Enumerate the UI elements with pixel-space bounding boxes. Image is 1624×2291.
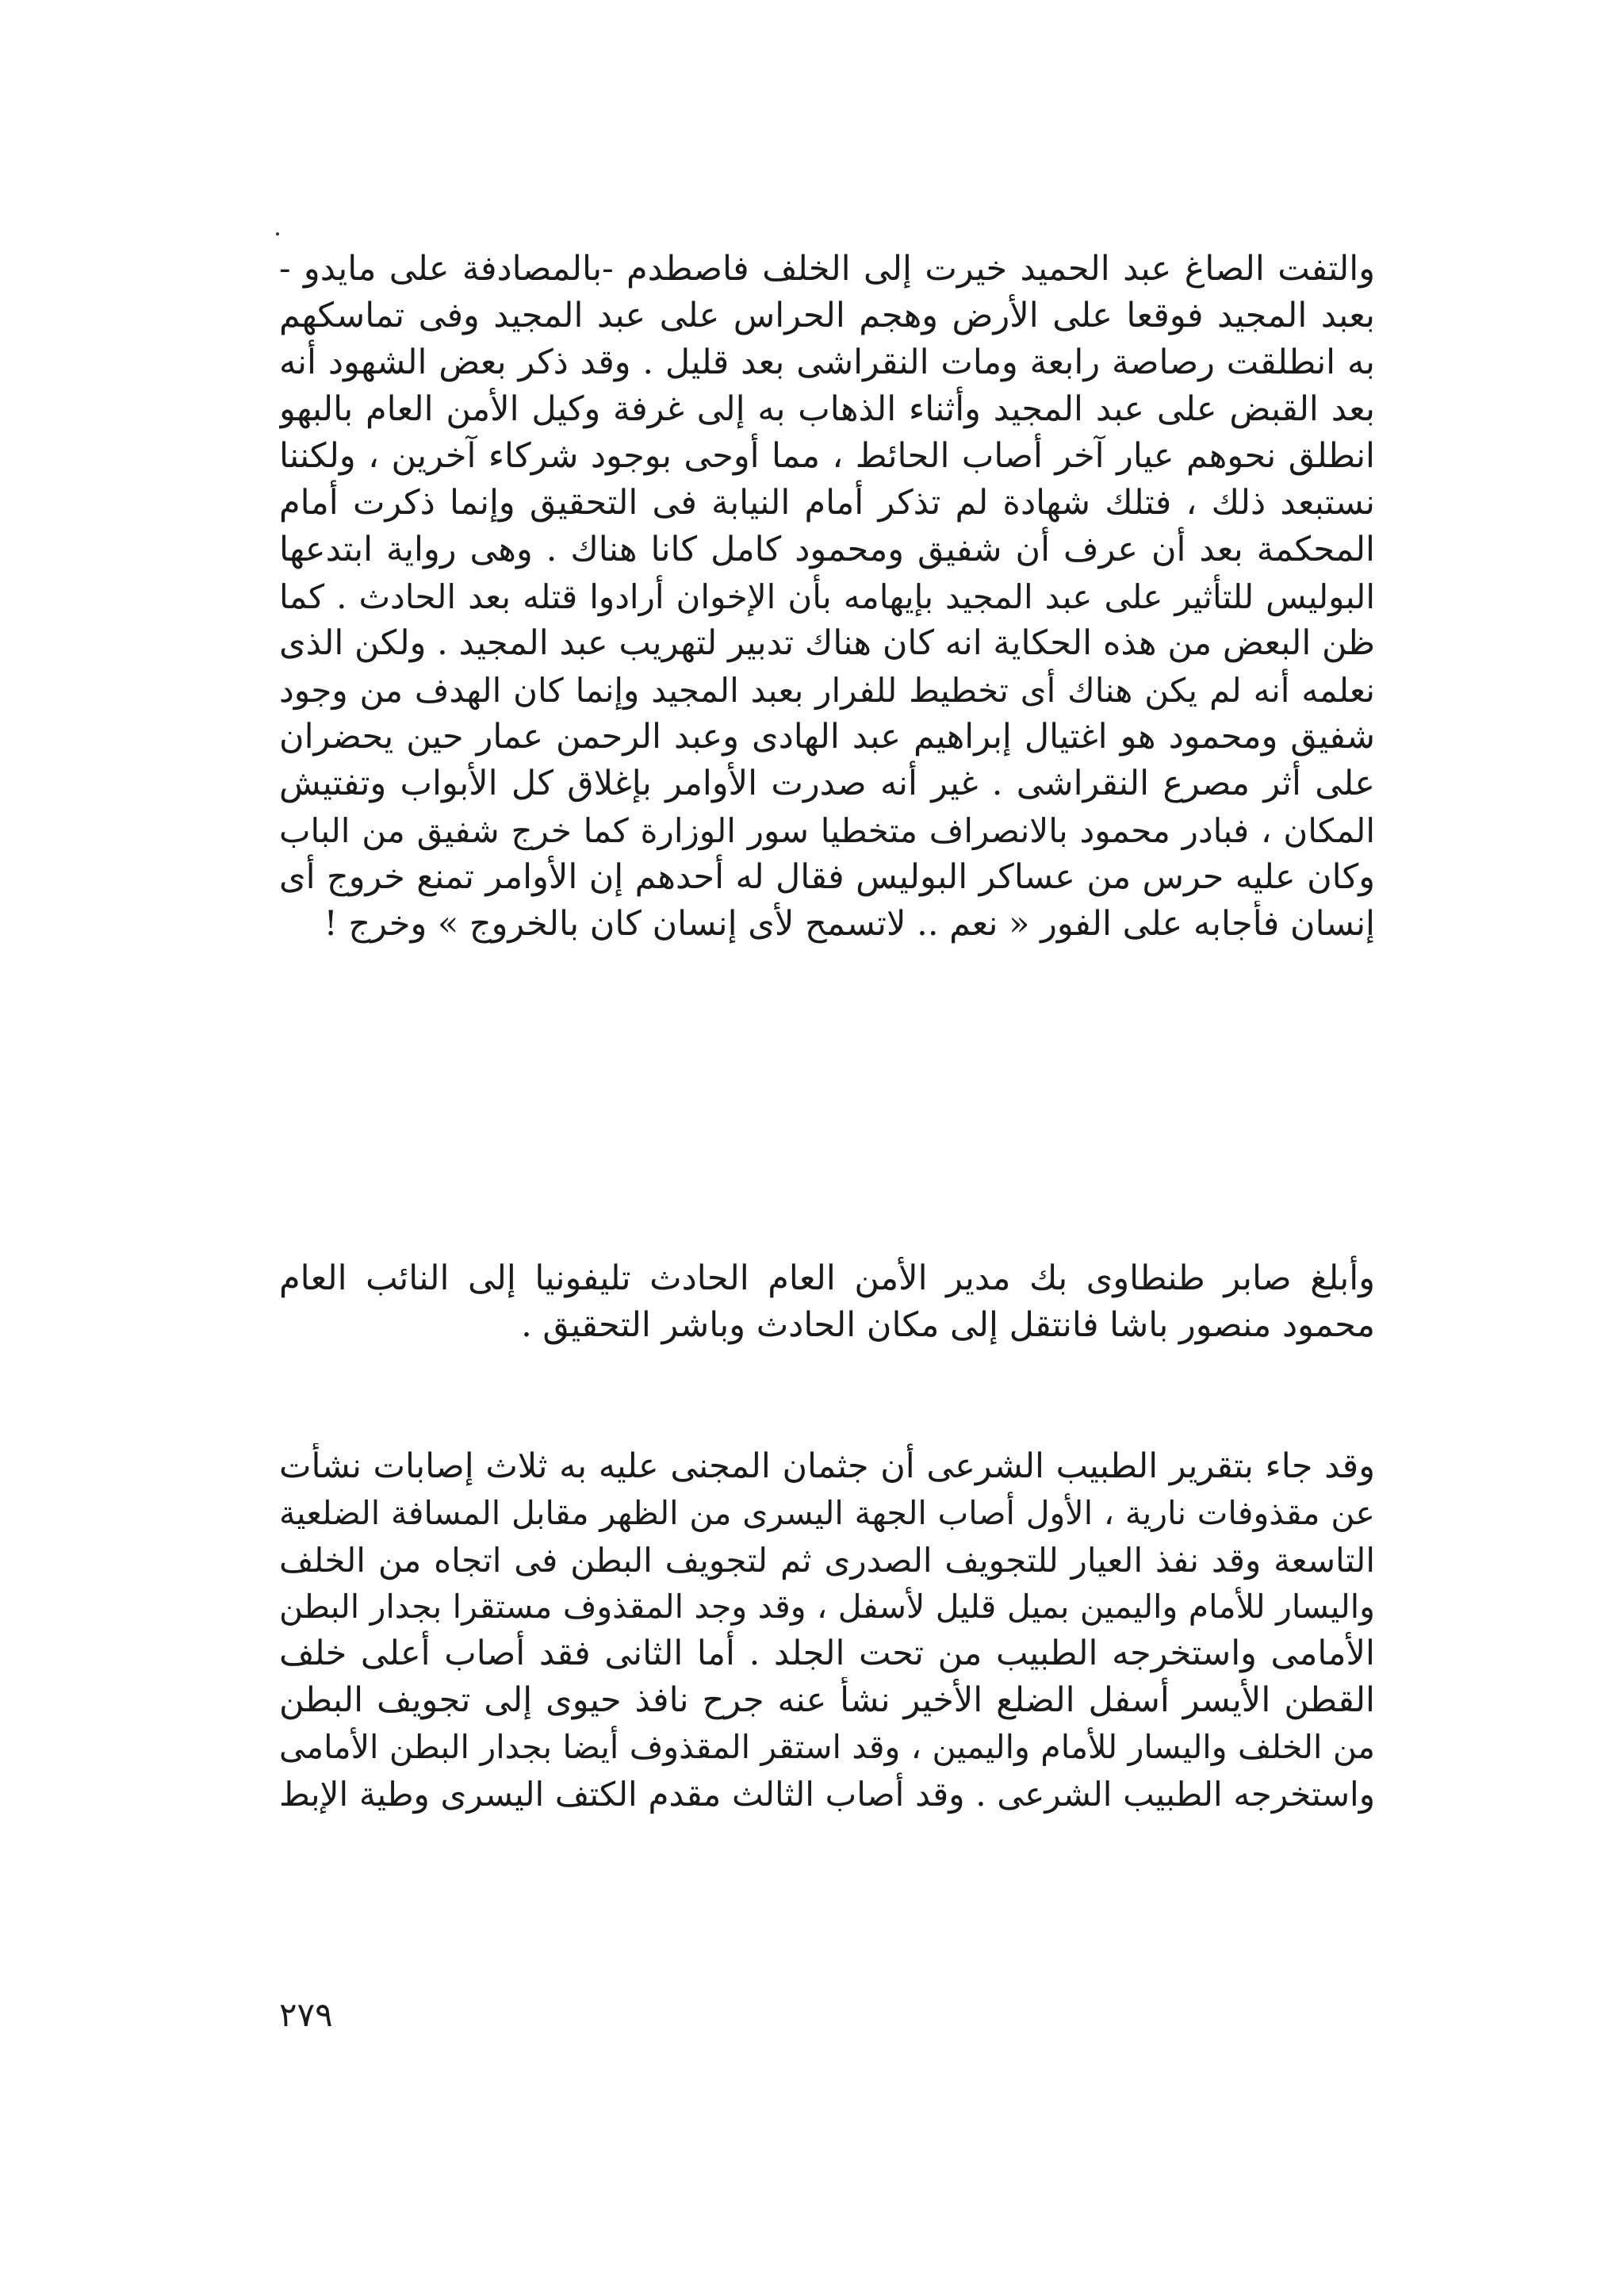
text-line: وكان عليه حرس من عساكر البوليس فقال له أحدهم إن الأوامر تمنع خروج أى: [279, 857, 1375, 897]
text-line: القطن الأيسر أسفل الضلع الأخير نشأ عنه جرح نافذ حيوى إلى تجويف البطن: [279, 1680, 1375, 1720]
text-line: والتفت الصاغ عبد الحميد خيرت إلى الخلف فاصطدم -بالمصادفة على مايدو -: [279, 249, 1375, 289]
text-line: واليسار للأمام واليمين بميل قليل لأسفل ، وقد وجد المقذوف مستقرا بجدار البطن: [279, 1588, 1375, 1626]
text-line: نستبعد ذلك ، فتلك شهادة لم تذكر أمام النيابة فى التحقيق وإنما ذكرت أمام: [279, 483, 1375, 523]
text-line: البوليس للتأثير على عبد المجيد بإيهامه بأن الإخوان أرادوا قتله بعد الحادث . كما: [279, 577, 1375, 616]
text-line: وقد جاء بتقرير الطبيب الشرعى أن جثمان المجنى عليه به ثلاث إصابات نشأت: [279, 1446, 1375, 1486]
margin-speck: [276, 232, 279, 236]
text-line: من الخلف واليسار للأمام واليمين ، وقد استقر المقذوف أيضا بجدار البطن الأمامى: [279, 1728, 1375, 1766]
text-line: الأمامى واستخرجه الطبيب من تحت الجلد . أما الثانى فقد أصاب أعلى خلف: [279, 1634, 1375, 1673]
text-line: التاسعة وقد نفذ العيار للتجويف الصدرى ثم لتجويف البطن فى اتجاه من الخلف: [279, 1541, 1375, 1580]
paragraph-1: [279, 246, 1375, 948]
text-line: على أثر مصرع النقراشى . غير أنه صدرت الأوامر بإغلاق كل الأبواب وتفتيش: [279, 764, 1375, 803]
text-line: بعد القبض على عبد المجيد وأثناء الذهاب به إلى غرفة وكيل الأمن العام بالبهو: [279, 389, 1375, 429]
paragraph-2: [279, 1255, 1375, 1349]
text-line: عن مقذوفات نارية ، الأول أصاب الجهة اليسرى من الظهر مقابل المسافة الضلعية: [279, 1494, 1375, 1532]
text-line: نعلمه أنه لم يكن هناك أى تخطيط للفرار بعبد المجيد وإنما كان الهدف من وجود: [279, 671, 1375, 710]
text-line: المكان ، فبادر محمود بالانصراف متخطيا سور الوزارة كما خرج شفيق من الباب: [279, 811, 1375, 850]
text-line: بعبد المجيد فوقعا على الأرض وهجم الحراس على عبد المجيد وفى تماسكهم: [279, 296, 1375, 335]
paragraph-3: [279, 1443, 1375, 1818]
text-line: ظن البعض من هذه الحكاية انه كان هناك تدبير لتهريب عبد المجيد . ولكن الذى: [279, 623, 1375, 663]
text-line: شفيق ومحمود هو اغتيال إبراهيم عبد الهادى وعبد الرحمن عمار حين يحضران: [279, 717, 1375, 757]
text-line: إنسان فأجابه على الفور « نعم .. لاتسمح لأى إنسان كان بالخروج » وخرج !: [324, 904, 1375, 944]
text-line: المحكمة بعد أن عرف أن شفيق ومحمود كامل كانا هناك . وهى رواية ابتدعها: [279, 530, 1375, 569]
text-line: به انطلقت رصاصة رابعة ومات النقراشى بعد قليل . وقد ذكر بعض الشهود أنه: [279, 343, 1375, 382]
text-line: وأبلغ صابر طنطاوى بك مدير الأمن العام الحادث تليفونيا إلى النائب العام: [279, 1259, 1375, 1298]
text-line: انطلق نحوهم عيار آخر أصاب الحائط ، مما أوحى بوجود شركاء آخرين ، ولكننا: [279, 436, 1375, 476]
text-line: محمود منصور باشا فانتقل إلى مكان الحادث وباشر التحقيق .: [521, 1305, 1375, 1345]
text-line: واستخرجه الطبيب الشرعى . وقد أصاب الثالث مقدم الكتف اليسرى وطية الإبط: [279, 1775, 1375, 1814]
page-number: ٢٧٩: [279, 1995, 333, 2034]
